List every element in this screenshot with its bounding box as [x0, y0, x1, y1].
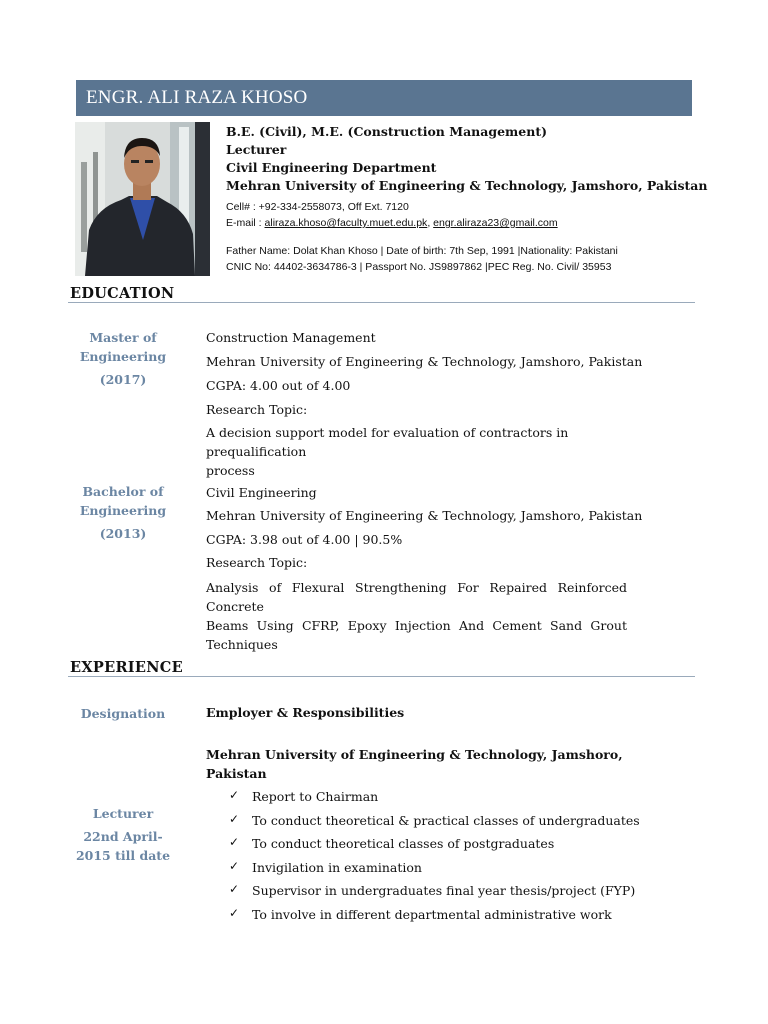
cell-number: Cell# : +92-334-2558073, Off Ext. 7120 [226, 201, 409, 213]
education-divider [68, 302, 695, 303]
research-line: Analysis of Flexural Strengthening For Repaired Reinforced Concrete [206, 580, 627, 614]
name-banner [76, 80, 692, 116]
email-link-faculty[interactable]: aliraza.khoso@faculty.muet.edu.pk [264, 217, 428, 229]
email-line [226, 217, 558, 229]
duty-item: To conduct theoretical classes of postgraduates [252, 836, 555, 851]
employer-line: Mehran University of Engineering & Technology, Jamshoro, [206, 747, 623, 762]
duty-item: To conduct theoretical & practical classes of undergraduates [252, 813, 640, 828]
position: Lecturer [226, 142, 287, 157]
bachelor-cgpa: CGPA: 3.98 out of 4.00 | 90.5% [206, 532, 403, 547]
email-link-gmail[interactable]: engr.aliraza23@gmail.com [433, 217, 558, 229]
duty-item: To involve in different departmental administrative work [252, 907, 612, 922]
degree-label-line2: Engineering [79, 503, 167, 518]
employer-column-header: Employer & Responsibilities [206, 705, 405, 720]
designation-title: Lecturer [92, 806, 154, 821]
check-icon: ✓ [229, 859, 240, 873]
master-institution: Mehran University of Engineering & Technology, Jamshoro, Pakistan [206, 354, 643, 369]
id-details: CNIC No: 44402-3634786-3 | Passport No. JS9897862 |PEC Reg. No. Civil/ 35953 [226, 261, 612, 273]
master-field: Construction Management [206, 330, 376, 345]
check-icon: ✓ [229, 788, 240, 802]
bachelor-research-label: Research Topic: [206, 555, 308, 570]
period-line1: 22nd April- [83, 829, 163, 844]
check-icon: ✓ [229, 882, 240, 896]
master-cgpa: CGPA: 4.00 out of 4.00 [206, 378, 351, 393]
employer-name [206, 745, 666, 783]
profile-photo [75, 122, 210, 276]
experience-heading: EXPERIENCE [70, 659, 183, 676]
experience-divider [68, 676, 695, 677]
duty-item: Report to Chairman [252, 789, 379, 804]
check-icon: ✓ [229, 812, 240, 826]
degrees: B.E. (Civil), M.E. (Construction Management) [226, 124, 548, 139]
research-line: Techniques [206, 637, 278, 652]
check-icon: ✓ [229, 835, 240, 849]
designation-block [70, 804, 176, 865]
period-line2: 2015 till date [75, 848, 171, 863]
bachelor-field: Civil Engineering [206, 485, 317, 500]
duty-item: Invigilation in examination [252, 860, 422, 875]
bachelor-institution: Mehran University of Engineering & Technology, Jamshoro, Pakistan [206, 508, 643, 523]
education-bachelor-label [70, 482, 176, 543]
master-research-topic [206, 423, 666, 480]
candidate-name: ENGR. ALI RAZA KHOSO [86, 87, 308, 108]
research-line: process [206, 463, 255, 478]
university: Mehran University of Engineering & Technology, Jamshoro, Pakistan [226, 178, 708, 193]
research-line: Beams Using CFRP, Epoxy Injection And Cement Sand Grout [206, 618, 627, 633]
degree-label-line2: Engineering [79, 349, 167, 364]
education-heading: EDUCATION [70, 285, 175, 302]
research-line: A decision support model for evaluation of contractors in prequalification [206, 425, 569, 459]
degree-label-line1: Master of [89, 330, 157, 345]
department: Civil Engineering Department [226, 160, 437, 175]
degree-year: (2017) [99, 372, 147, 387]
check-icon: ✓ [229, 906, 240, 920]
personal-details: Father Name: Dolat Khan Khoso | Date of birth: 7th Sep, 1991 |Nationality: Pakistani [226, 245, 618, 257]
education-master-label [70, 328, 176, 389]
duty-item: Supervisor in undergraduates final year thesis/project (FYP) [252, 883, 636, 898]
designation-column-header: Designation [80, 706, 166, 721]
employer-line: Pakistan [206, 766, 267, 781]
email-prefix: E-mail : [226, 217, 265, 229]
degree-label-line1: Bachelor of [82, 484, 164, 499]
master-research-label: Research Topic: [206, 402, 308, 417]
profile-photo-illustration [75, 122, 210, 276]
bachelor-research-topic [206, 578, 627, 654]
degree-year: (2013) [99, 526, 147, 541]
email-separator: , [427, 217, 434, 229]
